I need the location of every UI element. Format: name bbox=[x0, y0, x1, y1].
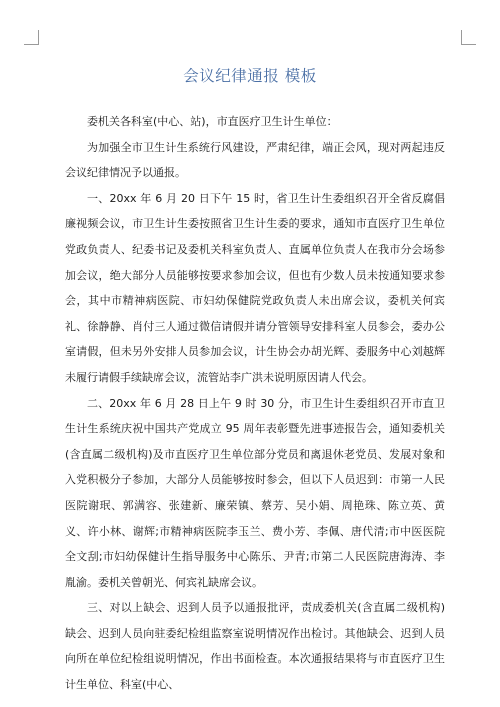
paragraph-intro: 为加强全市卫生计生系统行风建设，严肃纪律，端正会风，现对两起违反会议纪律情况予以通报。 bbox=[65, 140, 445, 180]
crop-mark-top-left bbox=[24, 44, 38, 45]
paragraph-three: 三、对以上缺会、迟到人员予以通报批评，责成委机关(含直属二级机构)缺会、迟到人员向驻委纪检组监察室说明情况作出检讨。其他缺会、迟到人员向所在单位纪检组说明情况，作出书面检查。本次通报结果将与市直医疗卫生计生单位、科室(中心、 bbox=[65, 601, 445, 692]
salutation: 委机关各科室(中心、站)，市直医疗卫生计生单位： bbox=[87, 115, 338, 128]
document-title: 会议纪律通报 模板 bbox=[183, 67, 317, 85]
crop-mark-top-right bbox=[462, 44, 476, 45]
crop-mark-top-right bbox=[461, 30, 462, 45]
paragraph-two: 二、20xx 年 6 月 28 日上午 9 时 30 分，市卫生计生委组织召开市直卫生计生系统庆祝中国共产党成立 95 周年表彰暨先进事迹报告会，通知委机关(含直属二级机构)及市直医疗卫生单位部分党员和离退休老党员、发展对象和入党积极分子参加，大部分人员能够按时参会，但以下人员迟到：市第一人民医院谢珉、郭满容、张建新、廉荣镇、蔡芳、吴小娟、周艳珠、陈立英、黄义、许小林、谢辉;市精神病医院李玉兰、费小芳、李佩、唐代清;市中医医院全文刮;市妇幼保健计生指导服务中心陈乐、尹青;市第二人民医院唐海涛、李胤渝。委机关曾朝光、何宾礼缺席会议。 bbox=[65, 396, 445, 589]
crop-mark-top-left bbox=[38, 30, 39, 45]
document-body bbox=[65, 109, 445, 698]
paragraph-one: 一、20xx 年 6 月 20 日下午 15 时，省卫生计生委组织召开全省反腐倡廉视频会议，市卫生计生委按照省卫生计生委的要求，通知市直医疗卫生单位党政负责人、纪委书记及委机关科室负责人、直属单位负责人在我市分会场参加会议，绝大部分人员能够按要求参加会议，但也有少数人员未按通知要求参会，其中市精神病医院、市妇幼保健院党政负责人未出席会议，委机关何宾礼、徐静静、肖付三人通过微信请假并请分管领导安排科室人员参会，委办公室请假，但未另外安排人员参加会议，计生协会办胡光辉、委服务中心刘越辉未履行请假手续缺席会议，流管站李广洪未说明原因请人代会。 bbox=[65, 191, 445, 384]
